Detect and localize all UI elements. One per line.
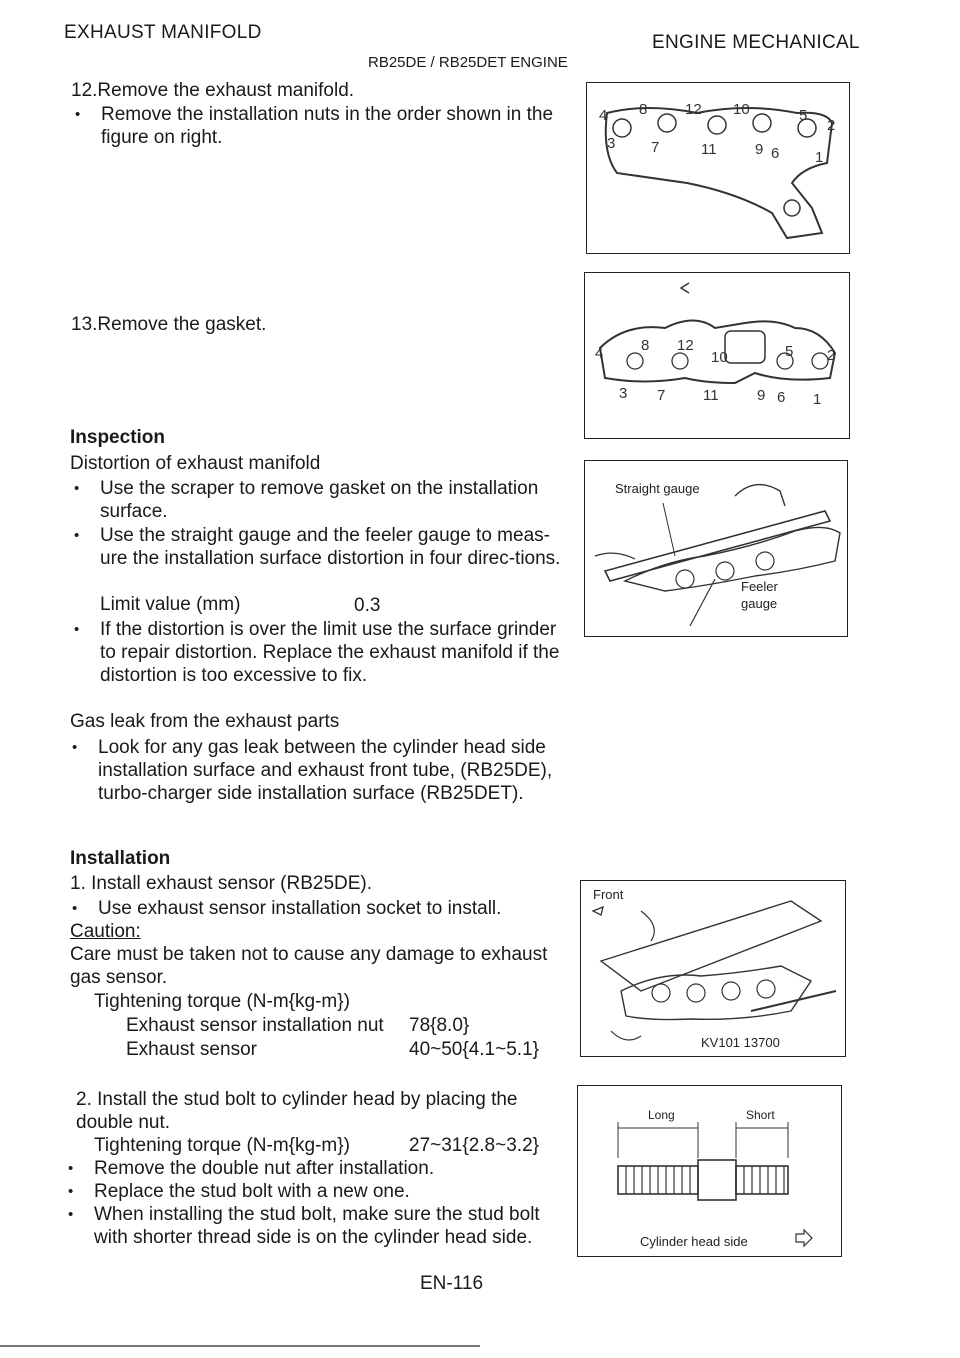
nut-number: 11 [701, 141, 717, 158]
nut-number: 12 [677, 337, 694, 354]
torque-label-2: Tightening torque (N-m{kg-m}) [94, 1135, 350, 1156]
engine-subtitle: RB25DE / RB25DET ENGINE [368, 54, 568, 71]
tool-number-label: KV101 13700 [701, 1035, 780, 1050]
figure-straight-gauge [584, 460, 848, 637]
nut-number: 6 [777, 389, 786, 406]
inspection-bullet-grinder: • If the distortion is over the limit use the surface grinder to repair distortion. Replace the exhaust manifold if the distortion is too excessive to fix. [100, 618, 562, 687]
nut-number: 4 [595, 345, 604, 362]
nut-number: 9 [755, 141, 764, 158]
thread-lines [626, 1166, 784, 1194]
caution-text: Care must be taken not to cause any damage to exhaust gas sensor. [70, 944, 548, 988]
figure-stud-bolt [577, 1085, 842, 1257]
inspection-bullet-scraper: • Use the scraper to remove gasket on the installation surface. [100, 477, 562, 523]
installation-heading: Installation [70, 848, 171, 869]
nut-number: 3 [607, 135, 616, 152]
front-label: Front [593, 887, 624, 902]
limit-value: 0.3 [354, 595, 381, 616]
long-label: Long [648, 1108, 675, 1122]
nut-number: 6 [771, 145, 780, 162]
page-number: EN-116 [420, 1273, 484, 1294]
sensor-nut-value: 78{8.0} [409, 1015, 470, 1036]
gas-leak-title: Gas leak from the exhaust parts [70, 711, 340, 732]
nut-number: 5 [799, 107, 808, 124]
figure-manifold-nut-order [586, 82, 850, 254]
manifold-drawing [587, 83, 849, 253]
nut-number: 12 [685, 101, 702, 118]
nut-number: 8 [641, 337, 650, 354]
step-13-title: 13.Remove the gasket. [71, 314, 267, 335]
sensor-label: Exhaust sensor [126, 1039, 257, 1060]
arrow-right-icon [796, 1230, 812, 1246]
step-12-bullet: • Remove the installation nuts in the order shown in the figure on right. [101, 103, 571, 149]
feeler-gauge-label: gauge [741, 596, 778, 611]
inspection-heading: Inspection [70, 427, 166, 448]
nut-number: 5 [785, 343, 794, 360]
exhaust-sensor-drawing [581, 881, 845, 1056]
short-label: Short [746, 1108, 775, 1122]
bullet-replace-stud: • Replace the stud bolt with a new one. [94, 1180, 554, 1203]
nut-number: 2 [827, 347, 836, 364]
nut-number: 9 [757, 387, 766, 404]
sensor-value: 40~50{4.1~5.1} [409, 1039, 539, 1060]
arrow-front-icon [593, 907, 603, 915]
nut-number: 4 [599, 107, 608, 124]
nut-number: 7 [651, 139, 660, 156]
nut-number: 10 [733, 101, 750, 118]
nut-number: 11 [703, 387, 719, 404]
nut-number: 8 [639, 101, 648, 118]
nut-number: 1 [815, 149, 824, 166]
bullet-install-stud: • When installing the stud bolt, make sure the stud bolt with shorter thread side is on the cylinder head side. [94, 1203, 562, 1249]
nut-number: 2 [827, 117, 836, 134]
nut-number: 7 [657, 387, 666, 404]
feeler-label: Feeler [741, 579, 778, 594]
install-step-1-bullet: • Use exhaust sensor installation socket to install. [98, 897, 558, 920]
figure-gasket [584, 272, 850, 439]
caution-label: Caution: [70, 921, 141, 942]
limit-label: Limit value (mm) [100, 594, 241, 615]
torque-value-2: 27~31{2.8~3.2} [409, 1135, 539, 1156]
nut-number: 10 [711, 349, 728, 366]
arrow-left-icon [681, 283, 689, 293]
figure-exhaust-sensor [580, 880, 846, 1057]
sensor-nut-label: Exhaust sensor installation nut [126, 1015, 384, 1036]
footer-rule [0, 1345, 480, 1347]
install-step-2: 2. Install the stud bolt to cylinder head by placing the double nut. [76, 1089, 518, 1133]
inspection-bullet-gauge: • Use the straight gauge and the feeler gauge to meas-ure the installation surface distortion in four direc-tions. [100, 524, 562, 570]
step-12-title: 12.Remove the exhaust manifold. [71, 80, 355, 101]
straight-gauge-label: Straight gauge [615, 481, 700, 496]
distortion-title: Distortion of exhaust manifold [70, 453, 321, 474]
chapter-header: ENGINE MECHANICAL [652, 32, 860, 53]
install-step-1: 1. Install exhaust sensor (RB25DE). [70, 873, 373, 894]
nut-number: 1 [813, 391, 822, 408]
section-header: EXHAUST MANIFOLD [64, 22, 262, 43]
torque-label-1: Tightening torque (N-m{kg-m}) [94, 991, 350, 1012]
stud-bolt-drawing [578, 1086, 841, 1256]
bullet-remove-double-nut: • Remove the double nut after installation. [94, 1157, 554, 1180]
nut-number: 3 [619, 385, 628, 402]
cylinder-head-side-label: Cylinder head side [640, 1234, 748, 1249]
gas-leak-bullet: • Look for any gas leak between the cylinder head side installation surface and exhaust front tube, (RB25DE), turbo-charger side installation surface (RB25DET). [98, 736, 566, 805]
